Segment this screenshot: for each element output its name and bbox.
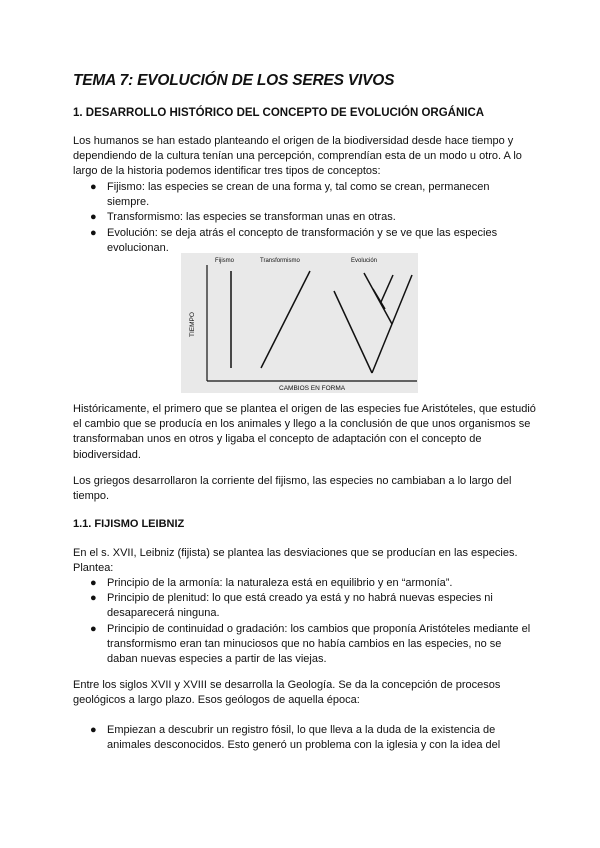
- list-item-text: Principio de continuidad o gradación: los cambios que proponía Aristóteles mediante el transformismo eran tan minuciosos que no había cambios en las especies, no se daban nuevas especies a partir de las viejas.: [107, 622, 531, 666]
- concept-list: [73, 180, 533, 256]
- section-1-1-heading: 1.1. FIJISMO LEIBNIZ: [73, 518, 185, 530]
- list-item: [73, 591, 533, 621]
- diagram-background: [181, 253, 418, 393]
- list-item-text: Empiezan a descubrir un registro fósil, lo que lleva a la duda de la existencia de animales desconocidos. Esto generó un problema con la iglesia y con la idea del: [107, 724, 501, 752]
- list-item: [73, 576, 533, 591]
- evolution-diagram-svg: [181, 253, 418, 393]
- label-fijismo: Fijismo: [215, 258, 234, 264]
- bullet-icon: ●: [90, 592, 97, 605]
- section-1-1-intro: En el s. XVII, Leibniz (fijista) se plantea las desviaciones que se producían en las especies. Plantea:: [73, 547, 518, 575]
- bullet-icon: ●: [90, 724, 97, 736]
- list-item-text: Principio de la armonía: la naturaleza está en equilibrio y en “armonía”.: [107, 577, 453, 589]
- evolution-diagram: [181, 253, 418, 393]
- section-1-heading: 1. DESARROLLO HISTÓRICO DEL CONCEPTO DE EVOLUCIÓN ORGÁNICA: [73, 107, 485, 119]
- bullet-icon: ●: [90, 211, 97, 224]
- label-transformismo: Transformismo: [260, 258, 300, 264]
- section-1-intro: Los humanos se han estado planteando el origen de la biodiversidad desde hace tiempo y dependiendo de la cultura tenían una percepción, comprendían esta de un modo u otro. A lo largo de la historia podemos identificar tres tipos de conceptos:: [73, 135, 522, 178]
- geology-list: [73, 723, 533, 753]
- list-item-text: Transformismo: las especies se transforman unas en otras.: [107, 211, 396, 224]
- list-item: [73, 180, 533, 210]
- list-item-text: Evolución: se deja atrás el concepto de transformación y se ve que las especies evolucionan.: [107, 226, 498, 254]
- list-item: [73, 210, 533, 225]
- bullet-icon: ●: [90, 622, 97, 635]
- label-evolucion: Evolución: [351, 258, 378, 264]
- bullet-icon: ●: [90, 577, 97, 589]
- y-axis-label: TIEMPO: [189, 312, 196, 337]
- paragraph-aristoteles: Históricamente, el primero que se plantea el origen de las especies fue Aristóteles, que estudió el cambio que se producía en los animales y llego a la conclusión de que unos organismos se transformaban unos en otros y ligaba el concepto de adaptación con el concepto de biodiversidad.: [73, 403, 536, 461]
- paragraph-geologia: Entre los siglos XVII y XVIII se desarrolla la Geología. Se da la concepción de procesos geológicos a largo plazo. Esos geólogos de aquella época:: [73, 679, 501, 707]
- list-item: [73, 723, 533, 753]
- x-axis-label: CAMBIOS EN FORMA: [279, 385, 346, 392]
- principles-list: [73, 576, 533, 667]
- document-title: TEMA 7: EVOLUCIÓN DE LOS SERES VIVOS: [73, 72, 395, 89]
- list-item-text: Principio de plenitud: lo que está creado ya está y no habrá nuevas especies ni desaparecerá ninguna.: [107, 592, 493, 620]
- list-item-text: Fijismo: las especies se crean de una forma y, tal como se crean, permanecen siempre.: [107, 181, 490, 209]
- list-item: [73, 226, 533, 256]
- list-item: [73, 622, 533, 668]
- paragraph-griegos: Los griegos desarrollaron la corriente del fijismo, las especies no cambiaban a lo largo del tiempo.: [73, 475, 512, 503]
- bullet-icon: ●: [90, 181, 97, 193]
- bullet-icon: ●: [90, 226, 97, 239]
